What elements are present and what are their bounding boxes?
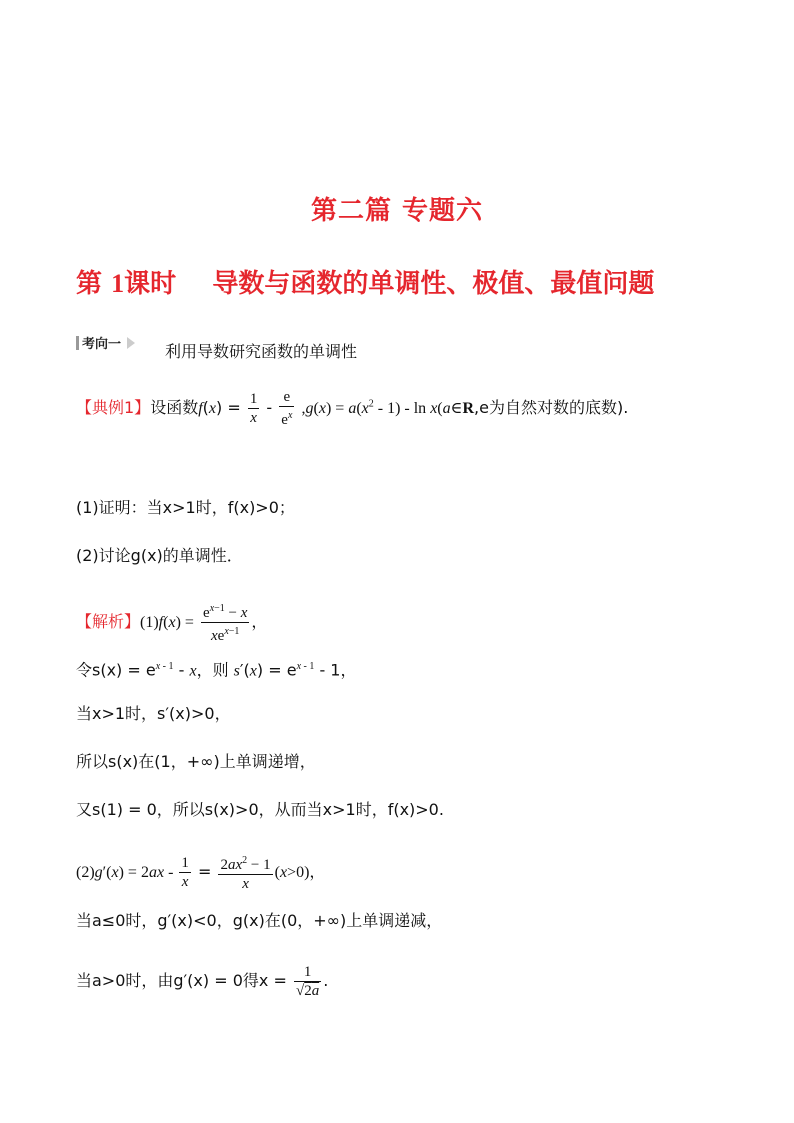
lesson-prefix: 第 [76, 269, 103, 299]
fraction: $\frac{2ax^2 - 1}{x}$ [218, 852, 272, 893]
fraction: $\frac{1}{x}$ [181, 855, 189, 890]
tag-bar-icon [76, 336, 79, 350]
lesson-number: 1 [111, 269, 125, 298]
section-title: 利用导数研究函数的单调性 [165, 342, 358, 361]
lesson-topic: 导数与函数的单调性、极值、最值问题 [212, 269, 655, 299]
example-intro: 设函数 [150, 398, 199, 417]
solution-line-5: 又s(1) = 0，所以s(x)>0，从而当x>1时，f(x)>0. [76, 800, 444, 819]
fraction: $\frac{e^{x-1} - x}{xe^{x-1}}$ [201, 600, 249, 645]
lesson-suffix: 课时 [124, 269, 177, 299]
part-title: 第二篇 专题六 [310, 196, 484, 226]
solution-line-3: 当x>1时，s′(x)>0， [76, 704, 231, 723]
tag-label: 考向一 [82, 337, 122, 352]
example-label: 【典例1】 [76, 398, 151, 417]
solution-line-7: 当a≤0时，g′(x)<0，g(x)在(0，+∞)上单调递减， [76, 911, 443, 930]
solution-label: 【解析】 [76, 612, 141, 631]
solution-line-8: 当a>0时，由g′(x) = 0得x = $\frac{1}{√2a}$ . [76, 964, 329, 999]
solution-line-2: 令$s(x) = e^{x - 1} - x$，则 $s'(x) = e^{x - 1} - 1$， [76, 660, 357, 680]
example-tail: ,e为自然对数的底数). [474, 398, 629, 417]
solution-line-6: (2)g′(x) = 2ax - $\frac{1}{x}$ = $\frac{2ax^2 - 1}{x}$ (x>0)， [76, 852, 325, 893]
solution-line-4: 所以s(x)在(1，+∞)上单调递增， [76, 752, 316, 771]
example-statement: 【典例1】设函数f(x) = $\frac{1}{x}$ - $\frac{e}{e^x}$ $,g(x) = a(x^2 - 1) - \ln$ x(a∈R,e为自然对数的底数). [76, 389, 629, 428]
question-2: (2)讨论g(x)的单调性． [76, 546, 243, 565]
fraction: $\frac{1}{x}$ [249, 391, 258, 426]
fraction: $\frac{1}{√2a}$ [295, 964, 320, 999]
lesson-title [76, 263, 654, 300]
question-1: (1)证明：当x>1时，f(x)>0； [76, 498, 295, 517]
fraction: $\frac{e}{e^x}$ [281, 389, 293, 428]
solution-line-1: 【解析】(1)f(x) = $\frac{e^{x-1} - x}{xe^{x-1}}$ ， [76, 600, 267, 645]
section-tag [76, 333, 135, 352]
arrow-right-icon [127, 337, 135, 349]
